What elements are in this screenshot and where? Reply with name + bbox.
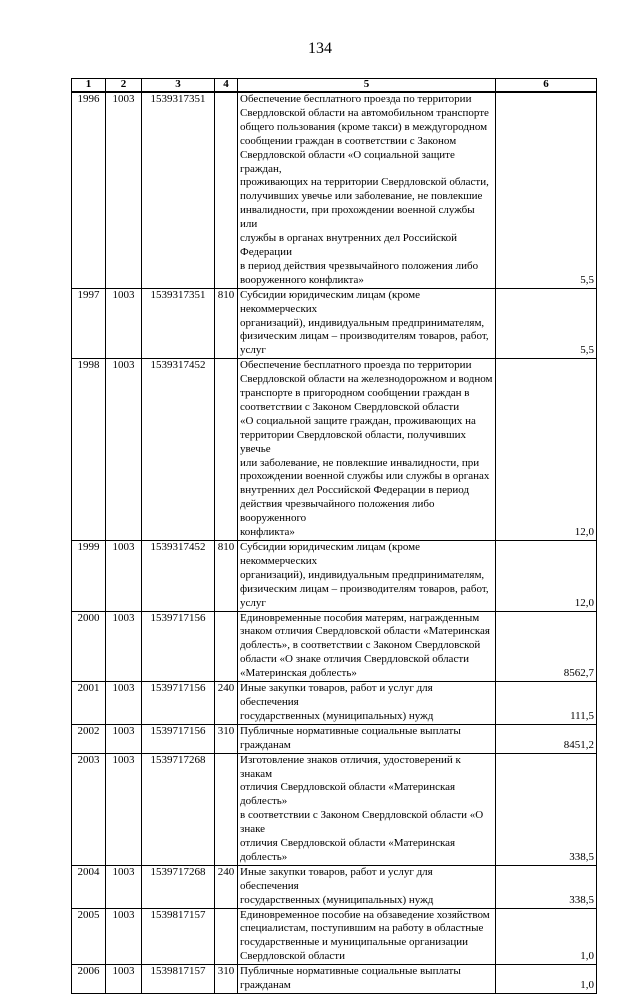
table-row — [72, 541, 597, 612]
description-line: конфликта» — [240, 526, 295, 539]
description-line: в период действия чрезвычайного положения либо — [240, 259, 479, 272]
row-number: 2000 — [72, 611, 106, 682]
expense-type-code: 240 — [215, 682, 238, 725]
table-row — [72, 865, 597, 908]
description-cell — [238, 753, 496, 865]
header-col-2: 2 — [106, 79, 142, 93]
expense-type-code — [215, 611, 238, 682]
expense-type-code: 310 — [215, 724, 238, 753]
target-code: 1539317452 — [142, 541, 215, 612]
description-line: Свердловской области на железнодорожном и водном — [240, 373, 493, 386]
description-line: физическим лицам – производителям товаров, работ, — [240, 582, 489, 595]
description-line: Публичные нормативные социальные выплаты — [240, 965, 461, 978]
target-code: 1539317452 — [142, 359, 215, 541]
header-col-6: 6 — [496, 79, 597, 93]
amount: 338,5 — [496, 865, 597, 908]
expense-type-code — [215, 908, 238, 965]
target-code: 1539317351 — [142, 288, 215, 359]
table-row — [72, 908, 597, 965]
amount: 8451,2 — [496, 724, 597, 753]
description-cell — [238, 682, 496, 725]
section-code: 1003 — [106, 724, 142, 753]
description-line: Обеспечение бесплатного проезда по территории — [240, 93, 472, 105]
budget-table — [71, 78, 597, 994]
table-row — [72, 92, 597, 288]
description-line: территории Свердловской области, получивших увечье — [240, 428, 466, 455]
section-code: 1003 — [106, 359, 142, 541]
table-row — [72, 724, 597, 753]
header-row — [72, 79, 597, 93]
target-code: 1539717156 — [142, 611, 215, 682]
row-number: 1997 — [72, 288, 106, 359]
description-cell — [238, 359, 496, 541]
amount: 12,0 — [496, 359, 597, 541]
description-line: Свердловской области «О социальной защите граждан, — [240, 148, 455, 175]
expense-type-code: 810 — [215, 288, 238, 359]
amount: 111,5 — [496, 682, 597, 725]
expense-type-code: 240 — [215, 865, 238, 908]
description-line: государственных (муниципальных) нужд — [240, 709, 434, 722]
description-line: отличия Свердловской области «Материнская доблесть» — [240, 837, 456, 863]
description-cell — [238, 965, 496, 994]
section-code: 1003 — [106, 965, 142, 994]
row-number: 1996 — [72, 92, 106, 288]
amount: 1,0 — [496, 908, 597, 965]
row-number: 1999 — [72, 541, 106, 612]
description-line: физическим лицам – производителям товаров, работ, — [240, 330, 489, 343]
description-line: проживающих на территории Свердловской области, — [240, 176, 489, 189]
description-line: области «О знаке отличия Свердловской области — [240, 653, 470, 666]
table-row — [72, 753, 597, 865]
row-number: 2001 — [72, 682, 106, 725]
description-line: организаций), индивидуальным предпринимателям, — [240, 568, 485, 581]
description-line: услуг — [240, 344, 266, 357]
table-row — [72, 611, 597, 682]
section-code: 1003 — [106, 92, 142, 288]
description-line: гражданам — [240, 738, 291, 751]
description-line: гражданам — [240, 979, 291, 992]
table-row — [72, 359, 597, 541]
description-cell — [238, 865, 496, 908]
description-line: «Материнская доблесть» — [240, 667, 357, 680]
row-number: 2004 — [72, 865, 106, 908]
description-line: Изготовление знаков отличия, удостоверений к знакам — [240, 753, 461, 780]
description-line: службы в органах внутренних дел Российской Федерации — [240, 232, 458, 258]
target-code: 1539717156 — [142, 724, 215, 753]
header-col-5: 5 — [238, 79, 496, 93]
row-number: 1998 — [72, 359, 106, 541]
table-row — [72, 682, 597, 725]
section-code: 1003 — [106, 611, 142, 682]
description-line: или заболевание, не повлекшие инвалидности, при — [240, 456, 480, 469]
description-line: организаций), индивидуальным предпринимателям, — [240, 316, 485, 329]
description-line: Иные закупки товаров, работ и услуг для обеспечения — [240, 865, 433, 892]
expense-type-code: 310 — [215, 965, 238, 994]
row-number: 2002 — [72, 724, 106, 753]
description-line: Единовременное пособие на обзаведение хозяйством — [240, 908, 490, 921]
description-line: действия чрезвычайного положения либо вооруженного — [240, 498, 435, 525]
section-code: 1003 — [106, 908, 142, 965]
target-code: 1539817157 — [142, 908, 215, 965]
page-number: 134 — [308, 40, 332, 57]
description-line: транспорте в пригородном сообщении граждан в — [240, 387, 470, 400]
header-col-4: 4 — [215, 79, 238, 93]
expense-type-code — [215, 753, 238, 865]
target-code: 1539717268 — [142, 753, 215, 865]
target-code: 1539717156 — [142, 682, 215, 725]
description-line: внутренних дел Российской Федерации в период — [240, 484, 470, 497]
section-code: 1003 — [106, 288, 142, 359]
amount: 8562,7 — [496, 611, 597, 682]
description-line: вооруженного конфликта» — [240, 273, 364, 286]
table-row — [72, 965, 597, 994]
row-number: 2006 — [72, 965, 106, 994]
header-col-3: 3 — [142, 79, 215, 93]
description-line: Единовременные пособия матерям, награжденным — [240, 611, 480, 624]
description-line: Субсидии юридическим лицам (кроме некоммерческих — [240, 541, 421, 567]
description-line: инвалидности, при прохождении военной службы или — [240, 204, 475, 231]
amount: 5,5 — [496, 92, 597, 288]
description-line: отличия Свердловской области «Материнская доблесть» — [240, 781, 456, 808]
description-line: «О социальной защите граждан, проживающих на — [240, 414, 476, 427]
description-line: получивших увечье или заболевание, не повлекшие — [240, 190, 483, 203]
description-cell — [238, 288, 496, 359]
description-line: государственные и муниципальные организации — [240, 936, 469, 949]
target-code: 1539717268 — [142, 865, 215, 908]
description-line: специалистам, поступившим на работу в областные — [240, 922, 484, 935]
description-line: Публичные нормативные социальные выплаты — [240, 724, 461, 737]
section-code: 1003 — [106, 682, 142, 725]
description-line: услуг — [240, 596, 266, 609]
description-line: сообщении граждан в соответствии с Законом — [240, 134, 457, 147]
description-cell — [238, 724, 496, 753]
description-line: соответствии с Законом Свердловской области — [240, 400, 460, 413]
description-line: Иные закупки товаров, работ и услуг для обеспечения — [240, 682, 433, 708]
description-line: доблесть», в соответствии с Законом Свердловской — [240, 639, 481, 652]
description-line: знаком отличия Свердловской области «Материнская — [240, 625, 490, 638]
description-cell — [238, 611, 496, 682]
table-row — [72, 288, 597, 359]
amount: 338,5 — [496, 753, 597, 865]
description-line: государственных (муниципальных) нужд — [240, 893, 434, 906]
expense-type-code — [215, 92, 238, 288]
amount: 5,5 — [496, 288, 597, 359]
description-line: общего пользования (кроме такси) в междугородном — [240, 120, 488, 133]
description-line: Обеспечение бесплатного проезда по территории — [240, 359, 472, 372]
row-number: 2003 — [72, 753, 106, 865]
amount: 12,0 — [496, 541, 597, 612]
section-code: 1003 — [106, 753, 142, 865]
description-line: Субсидии юридическим лицам (кроме некоммерческих — [240, 288, 421, 315]
expense-type-code: 810 — [215, 541, 238, 612]
expense-type-code — [215, 359, 238, 541]
description-line: Свердловской области на автомобильном транспорте — [240, 106, 489, 119]
description-cell — [238, 92, 496, 288]
row-number: 2005 — [72, 908, 106, 965]
target-code: 1539817157 — [142, 965, 215, 994]
section-code: 1003 — [106, 541, 142, 612]
section-code: 1003 — [106, 865, 142, 908]
target-code: 1539317351 — [142, 92, 215, 288]
table-body — [72, 92, 597, 994]
description-line: в соответствии с Законом Свердловской области «О знаке — [240, 809, 484, 836]
header-col-1: 1 — [72, 79, 106, 93]
description-cell — [238, 541, 496, 612]
amount: 1,0 — [496, 965, 597, 994]
description-cell — [238, 908, 496, 965]
description-line: Свердловской области — [240, 950, 345, 963]
description-line: прохождении военной службы или службы в органах — [240, 470, 490, 483]
